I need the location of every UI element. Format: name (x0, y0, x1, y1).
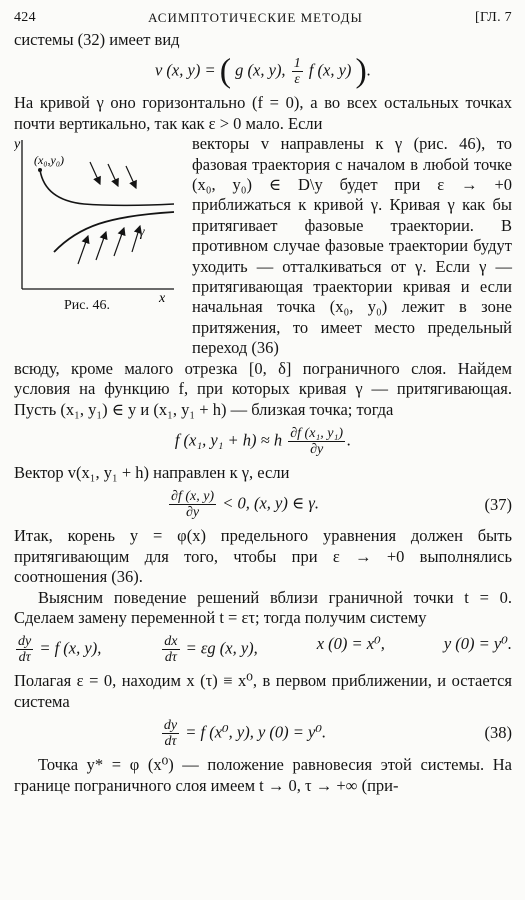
formula1-left: v (x, y) = (154, 60, 216, 80)
partial-derivative-fraction (169, 489, 216, 520)
fraction-denominator: ∂y (185, 505, 200, 521)
formula-38 (14, 718, 512, 749)
formula38-body (14, 718, 472, 749)
arrow-up-1 (78, 236, 88, 264)
gamma-curve (54, 212, 174, 252)
formula1-end: . (366, 60, 371, 80)
system-eq-2 (160, 634, 258, 665)
arrow-up-3 (114, 228, 124, 256)
equation-number-37: (37) (484, 494, 512, 514)
paragraph-5: Полагая ε = 0, находим x (τ) ≡ x⁰, в первом приближении, и остается система (14, 671, 512, 711)
fraction-one-over-eps (292, 56, 303, 87)
fraction-numerator: dx (164, 634, 178, 650)
partial-derivative-fraction (288, 426, 345, 457)
fraction-denominator: ∂y (310, 441, 324, 457)
paragraph-1: На кривой γ оно горизонтально (f = 0), а во всех остальных точках почти вертикально, так как ε > 0 мало. Если (14, 93, 512, 133)
running-header (14, 8, 512, 30)
left-paren: ( (219, 52, 232, 90)
formula37-body (14, 489, 472, 520)
phase-portrait-diagram (14, 134, 192, 319)
arrow-down-1 (90, 162, 100, 184)
formula1-g-term: g (x, y), (235, 60, 286, 80)
running-title: АСИМПТОТИЧЕСКИЕ МЕТОДЫ (148, 10, 363, 25)
formula-system (14, 634, 512, 665)
figure-caption: Рис. 46. (64, 298, 110, 314)
fraction-numerator: ∂f (x₁, y₁) (290, 425, 344, 441)
paragraph-1-wrapped: векторы v направлены к γ (рис. 46), то фазовая траектория с началом в любой точке (x₀, y₀) ∈ D\y будет при ε → +0 приближаться к кривой γ. Кривая γ как бы притягивает фазовые траектории. В противном случае фазовые траектории будут уходить — отталкиваться от γ. Если γ — притягивающая траектории кривая и если начальная точка (x₀, y₀) лежит в зоне притяжения, то имеет место предельный переход (36) (192, 134, 512, 358)
book-page (14, 8, 512, 796)
right-paren: ) (355, 52, 367, 90)
formula-37 (14, 489, 512, 520)
paragraph-3: Итак, корень y = φ(x) предельного уравнения должен быть притягивающим для того, чтобы при ε → +0 выполнялись соотношения (36). (14, 526, 512, 587)
trajectory-curve (40, 170, 174, 206)
formula2-left: f (x₁, y₁ + h) ≈ h (174, 430, 283, 450)
paragraph-2: Вектор v(x₁, y₁ + h) направлен к γ, если (14, 462, 290, 482)
system-eq-1 (14, 634, 101, 665)
x-axis-label: x (159, 291, 166, 307)
formula1-f-term: f (x, y) (308, 60, 352, 80)
fraction-denominator: ε (294, 72, 300, 88)
gamma-label: γ (139, 225, 145, 241)
paragraph-4: Выясним поведение решений вблизи граничной точки t = 0. Сделаем замену переменной t = ετ; тогда получим систему (14, 587, 512, 627)
formula38-rhs: = f (x⁰, y), y (0) = y⁰. (185, 722, 327, 742)
initial-condition-y: y (0) = y⁰. (443, 634, 512, 654)
system-body (14, 634, 512, 665)
fraction-numerator: 1 (293, 56, 301, 72)
chapter-label: [ГЛ. 7 (474, 10, 512, 25)
system-eq-2-rhs: = εg (x, y), (185, 638, 258, 658)
fraction-denominator: dτ (18, 650, 31, 666)
dx-dtau-fraction (162, 634, 179, 665)
initial-condition-x: x (0) = x⁰, (316, 634, 385, 654)
fraction-denominator: dτ (164, 734, 177, 750)
fraction-numerator: dy (163, 718, 178, 734)
figure-46 (14, 134, 192, 358)
dy-dtau-fraction (16, 634, 33, 665)
equation-number-38: (38) (484, 723, 512, 743)
arrow-up-2 (96, 232, 106, 260)
initial-point-label: (x₀,y₀) (34, 153, 64, 168)
system-eq-1-rhs: = f (x, y), (39, 638, 102, 658)
figure-block (14, 134, 512, 358)
arrow-down-2 (108, 164, 118, 186)
page-number: 424 (14, 10, 36, 25)
formula2-end: . (347, 430, 352, 450)
formula37-condition: < 0, (x, y) ∈ γ. (222, 493, 319, 513)
fraction-numerator: dy (18, 634, 32, 650)
formula-velocity (14, 52, 512, 90)
y-axis-label: y (14, 137, 21, 153)
fraction-denominator: dτ (164, 650, 177, 666)
paragraph-6: Точка y* = φ (x⁰) — положение равновесия этой системы. На границе пограничного слоя имеем t → 0, τ → +∞ (при- (14, 755, 512, 795)
arrow-down-3 (126, 166, 136, 188)
formula-linearization (14, 426, 512, 457)
intro-line: системы (32) имеет вид (14, 30, 180, 49)
paragraph-1-continued: всюду, кроме малого отрезка [0, δ] пограничного слоя. Найдем условия на функцию f, при которых кривая γ — притягивающая. Пусть (x₁, y₁) ∈ y и (x₁, y₁ + h) — близкая точка; тогда (14, 358, 512, 419)
dy-dtau-fraction (162, 718, 179, 749)
fraction-numerator: ∂f (x, y) (171, 489, 215, 505)
